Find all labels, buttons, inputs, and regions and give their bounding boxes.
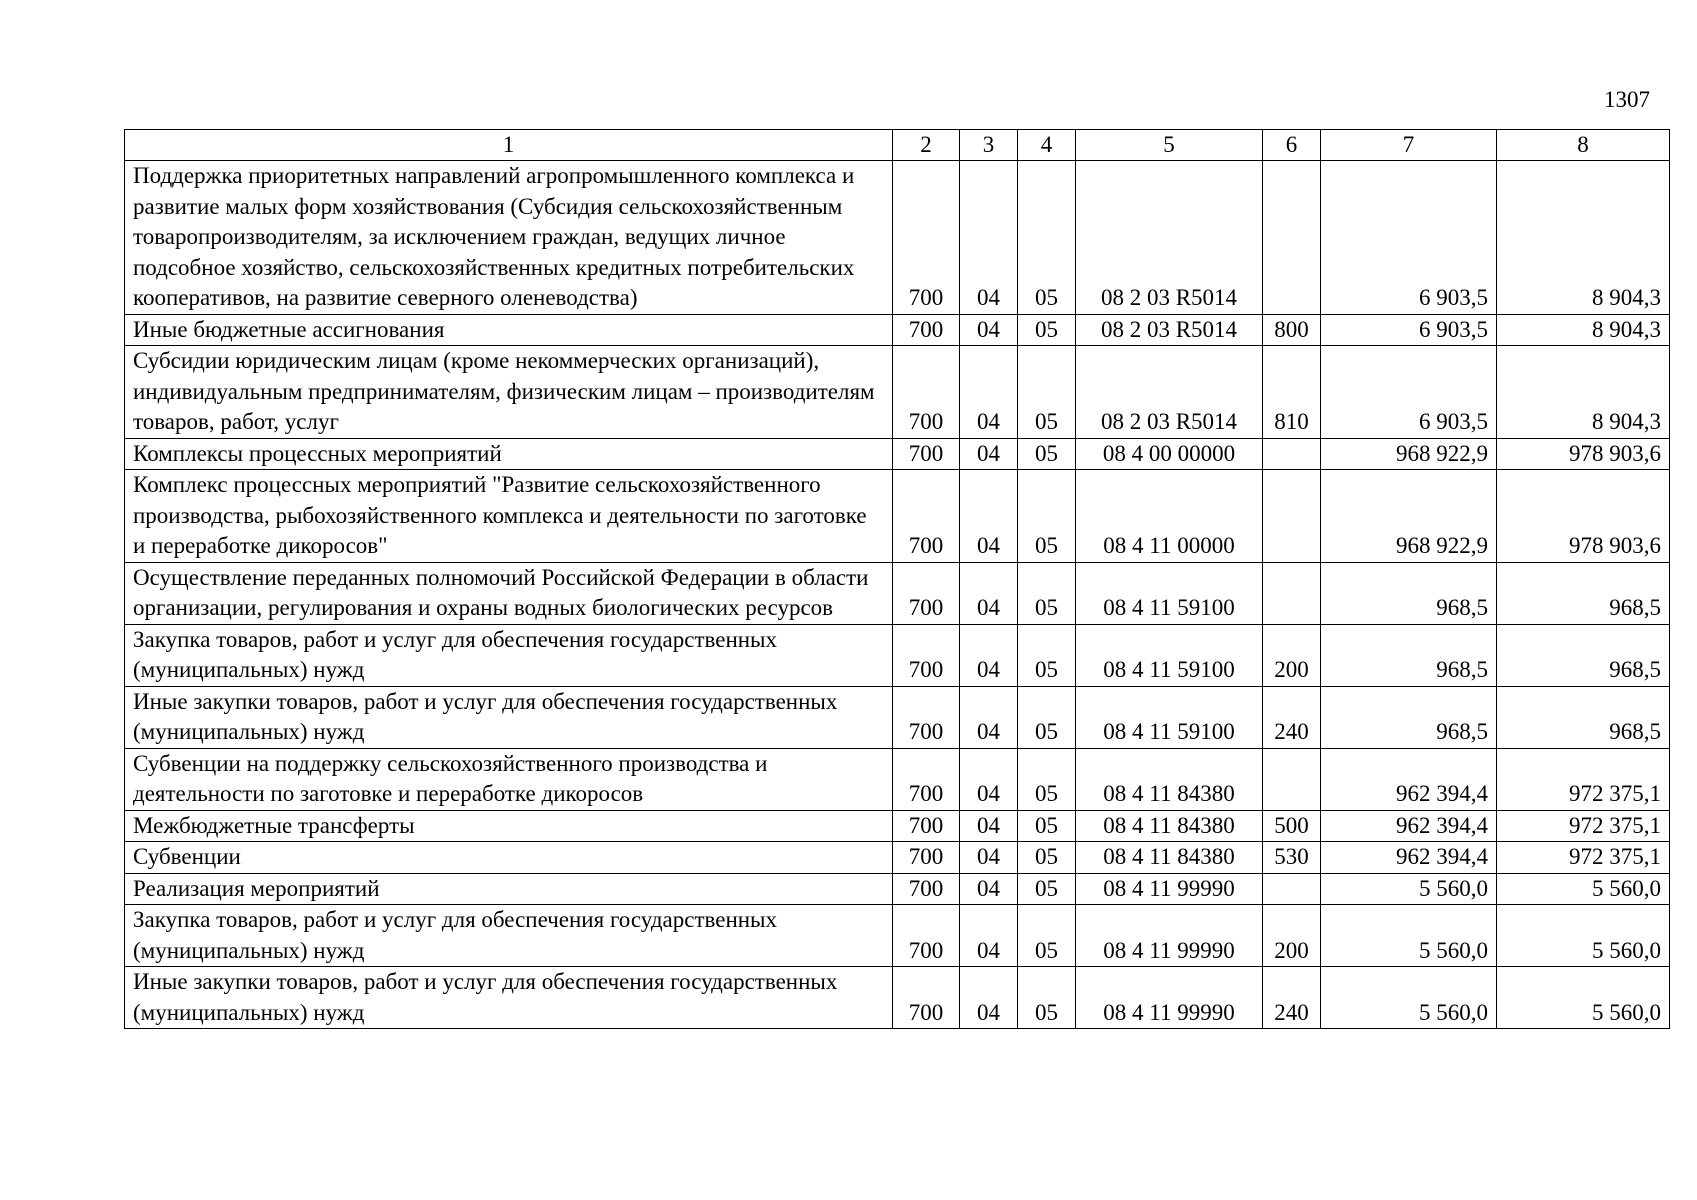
budget-table bbox=[124, 129, 1670, 1029]
cell-amount-col8: 968,5 bbox=[1497, 686, 1670, 748]
table-row bbox=[125, 905, 1670, 967]
table-row bbox=[125, 562, 1670, 624]
table-row bbox=[125, 873, 1670, 905]
row-name: Реализация мероприятий bbox=[125, 873, 893, 905]
cell-subsection: 05 bbox=[1018, 161, 1076, 315]
row-name: Межбюджетные трансферты bbox=[125, 810, 893, 842]
cell-subsection: 05 bbox=[1018, 842, 1076, 874]
cell-expense-type: 240 bbox=[1263, 967, 1321, 1029]
cell-expense-type bbox=[1263, 562, 1321, 624]
cell-ministry-code: 700 bbox=[893, 562, 960, 624]
cell-ministry-code: 700 bbox=[893, 967, 960, 1029]
table-row bbox=[125, 624, 1670, 686]
col-header-7: 7 bbox=[1321, 130, 1497, 161]
table-row bbox=[125, 438, 1670, 470]
cell-ministry-code: 700 bbox=[893, 810, 960, 842]
cell-target-article: 08 4 11 59100 bbox=[1076, 686, 1263, 748]
cell-target-article: 08 4 11 84380 bbox=[1076, 748, 1263, 810]
cell-amount-col8: 978 903,6 bbox=[1497, 470, 1670, 563]
cell-expense-type: 200 bbox=[1263, 624, 1321, 686]
cell-amount-col7: 6 903,5 bbox=[1321, 161, 1497, 315]
cell-amount-col7: 5 560,0 bbox=[1321, 905, 1497, 967]
row-name: Комплексы процессных мероприятий bbox=[125, 438, 893, 470]
row-name: Комплекс процессных мероприятий "Развитие сельскохозяйственного производства, рыбохозяйственного комплекса и деятельности по заготовке и переработке дикоросов" bbox=[125, 470, 893, 563]
cell-amount-col8: 972 375,1 bbox=[1497, 748, 1670, 810]
cell-amount-col8: 8 904,3 bbox=[1497, 314, 1670, 346]
row-name: Осуществление переданных полномочий Российской Федерации в области организации, регулирования и охраны водных биологических ресурсов bbox=[125, 562, 893, 624]
row-name: Закупка товаров, работ и услуг для обеспечения государственных (муниципальных) нужд bbox=[125, 905, 893, 967]
cell-target-article: 08 4 11 84380 bbox=[1076, 810, 1263, 842]
cell-ministry-code: 700 bbox=[893, 686, 960, 748]
cell-target-article: 08 2 03 R5014 bbox=[1076, 346, 1263, 439]
cell-section: 04 bbox=[960, 905, 1018, 967]
row-name: Иные закупки товаров, работ и услуг для обеспечения государственных (муниципальных) нужд bbox=[125, 686, 893, 748]
cell-amount-col7: 962 394,4 bbox=[1321, 748, 1497, 810]
cell-amount-col7: 6 903,5 bbox=[1321, 314, 1497, 346]
cell-subsection: 05 bbox=[1018, 470, 1076, 563]
cell-amount-col8: 978 903,6 bbox=[1497, 438, 1670, 470]
cell-section: 04 bbox=[960, 314, 1018, 346]
cell-amount-col8: 968,5 bbox=[1497, 562, 1670, 624]
cell-section: 04 bbox=[960, 470, 1018, 563]
cell-subsection: 05 bbox=[1018, 624, 1076, 686]
cell-ministry-code: 700 bbox=[893, 624, 960, 686]
cell-amount-col7: 968 922,9 bbox=[1321, 470, 1497, 563]
cell-amount-col7: 6 903,5 bbox=[1321, 346, 1497, 439]
cell-subsection: 05 bbox=[1018, 314, 1076, 346]
cell-expense-type: 810 bbox=[1263, 346, 1321, 439]
table-row bbox=[125, 470, 1670, 563]
cell-target-article: 08 4 11 59100 bbox=[1076, 562, 1263, 624]
cell-amount-col7: 962 394,4 bbox=[1321, 810, 1497, 842]
cell-section: 04 bbox=[960, 438, 1018, 470]
table-row bbox=[125, 314, 1670, 346]
cell-target-article: 08 4 00 00000 bbox=[1076, 438, 1263, 470]
cell-ministry-code: 700 bbox=[893, 470, 960, 563]
cell-amount-col7: 5 560,0 bbox=[1321, 873, 1497, 905]
cell-amount-col8: 5 560,0 bbox=[1497, 967, 1670, 1029]
cell-ministry-code: 700 bbox=[893, 842, 960, 874]
cell-amount-col7: 5 560,0 bbox=[1321, 967, 1497, 1029]
cell-section: 04 bbox=[960, 748, 1018, 810]
cell-subsection: 05 bbox=[1018, 748, 1076, 810]
cell-expense-type: 530 bbox=[1263, 842, 1321, 874]
cell-section: 04 bbox=[960, 810, 1018, 842]
cell-subsection: 05 bbox=[1018, 810, 1076, 842]
cell-amount-col7: 968 922,9 bbox=[1321, 438, 1497, 470]
cell-target-article: 08 2 03 R5014 bbox=[1076, 161, 1263, 315]
cell-ministry-code: 700 bbox=[893, 314, 960, 346]
cell-target-article: 08 4 11 99990 bbox=[1076, 967, 1263, 1029]
cell-amount-col7: 968,5 bbox=[1321, 624, 1497, 686]
table-row bbox=[125, 686, 1670, 748]
cell-amount-col8: 5 560,0 bbox=[1497, 873, 1670, 905]
row-name: Субвенции bbox=[125, 842, 893, 874]
col-header-3: 3 bbox=[960, 130, 1018, 161]
cell-section: 04 bbox=[960, 346, 1018, 439]
cell-amount-col7: 968,5 bbox=[1321, 686, 1497, 748]
cell-subsection: 05 bbox=[1018, 346, 1076, 439]
cell-expense-type bbox=[1263, 470, 1321, 563]
row-name: Субсидии юридическим лицам (кроме некоммерческих организаций), индивидуальным предпринимателям, физическим лицам – производителям товаров, работ, услуг bbox=[125, 346, 893, 439]
cell-target-article: 08 2 03 R5014 bbox=[1076, 314, 1263, 346]
row-name: Иные закупки товаров, работ и услуг для обеспечения государственных (муниципальных) нужд bbox=[125, 967, 893, 1029]
row-name: Поддержка приоритетных направлений агропромышленного комплекса и развитие малых форм хозяйствования (Субсидия сельскохозяйственным товаропроизводителям, за исключением граждан, ведущих личное подсобное хозяйство, сельскохозяйственных кредитных потребительских кооперативов, на развитие северного оленеводства) bbox=[125, 161, 893, 315]
row-name: Иные бюджетные ассигнования bbox=[125, 314, 893, 346]
cell-expense-type bbox=[1263, 873, 1321, 905]
cell-target-article: 08 4 11 99990 bbox=[1076, 873, 1263, 905]
table-row bbox=[125, 810, 1670, 842]
cell-amount-col8: 972 375,1 bbox=[1497, 810, 1670, 842]
cell-section: 04 bbox=[960, 967, 1018, 1029]
cell-target-article: 08 4 11 00000 bbox=[1076, 470, 1263, 563]
cell-section: 04 bbox=[960, 161, 1018, 315]
col-header-5: 5 bbox=[1076, 130, 1263, 161]
cell-subsection: 05 bbox=[1018, 967, 1076, 1029]
cell-section: 04 bbox=[960, 842, 1018, 874]
cell-expense-type: 200 bbox=[1263, 905, 1321, 967]
cell-subsection: 05 bbox=[1018, 905, 1076, 967]
cell-subsection: 05 bbox=[1018, 438, 1076, 470]
cell-target-article: 08 4 11 59100 bbox=[1076, 624, 1263, 686]
cell-expense-type: 240 bbox=[1263, 686, 1321, 748]
row-name: Субвенции на поддержку сельскохозяйственного производства и деятельности по заготовке и переработке дикоросов bbox=[125, 748, 893, 810]
cell-subsection: 05 bbox=[1018, 562, 1076, 624]
cell-amount-col7: 968,5 bbox=[1321, 562, 1497, 624]
cell-target-article: 08 4 11 99990 bbox=[1076, 905, 1263, 967]
col-header-1: 1 bbox=[125, 130, 893, 161]
cell-ministry-code: 700 bbox=[893, 905, 960, 967]
cell-subsection: 05 bbox=[1018, 873, 1076, 905]
cell-amount-col8: 5 560,0 bbox=[1497, 905, 1670, 967]
col-header-8: 8 bbox=[1497, 130, 1670, 161]
cell-ministry-code: 700 bbox=[893, 346, 960, 439]
cell-expense-type: 800 bbox=[1263, 314, 1321, 346]
table-body bbox=[125, 161, 1670, 1029]
cell-amount-col8: 8 904,3 bbox=[1497, 346, 1670, 439]
cell-amount-col7: 962 394,4 bbox=[1321, 842, 1497, 874]
cell-ministry-code: 700 bbox=[893, 748, 960, 810]
table-row bbox=[125, 842, 1670, 874]
table-row bbox=[125, 161, 1670, 315]
table-row bbox=[125, 967, 1670, 1029]
table-row bbox=[125, 748, 1670, 810]
cell-target-article: 08 4 11 84380 bbox=[1076, 842, 1263, 874]
page-number: 1307 bbox=[1604, 87, 1650, 112]
table-row bbox=[125, 346, 1670, 439]
cell-ministry-code: 700 bbox=[893, 873, 960, 905]
col-header-6: 6 bbox=[1263, 130, 1321, 161]
cell-ministry-code: 700 bbox=[893, 438, 960, 470]
cell-section: 04 bbox=[960, 873, 1018, 905]
cell-expense-type bbox=[1263, 161, 1321, 315]
col-header-2: 2 bbox=[893, 130, 960, 161]
cell-expense-type bbox=[1263, 748, 1321, 810]
cell-ministry-code: 700 bbox=[893, 161, 960, 315]
cell-section: 04 bbox=[960, 686, 1018, 748]
cell-amount-col8: 8 904,3 bbox=[1497, 161, 1670, 315]
cell-expense-type: 500 bbox=[1263, 810, 1321, 842]
row-name: Закупка товаров, работ и услуг для обеспечения государственных (муниципальных) нужд bbox=[125, 624, 893, 686]
header-row bbox=[125, 130, 1670, 161]
cell-expense-type bbox=[1263, 438, 1321, 470]
cell-amount-col8: 972 375,1 bbox=[1497, 842, 1670, 874]
cell-subsection: 05 bbox=[1018, 686, 1076, 748]
cell-section: 04 bbox=[960, 624, 1018, 686]
col-header-4: 4 bbox=[1018, 130, 1076, 161]
cell-section: 04 bbox=[960, 562, 1018, 624]
cell-amount-col8: 968,5 bbox=[1497, 624, 1670, 686]
